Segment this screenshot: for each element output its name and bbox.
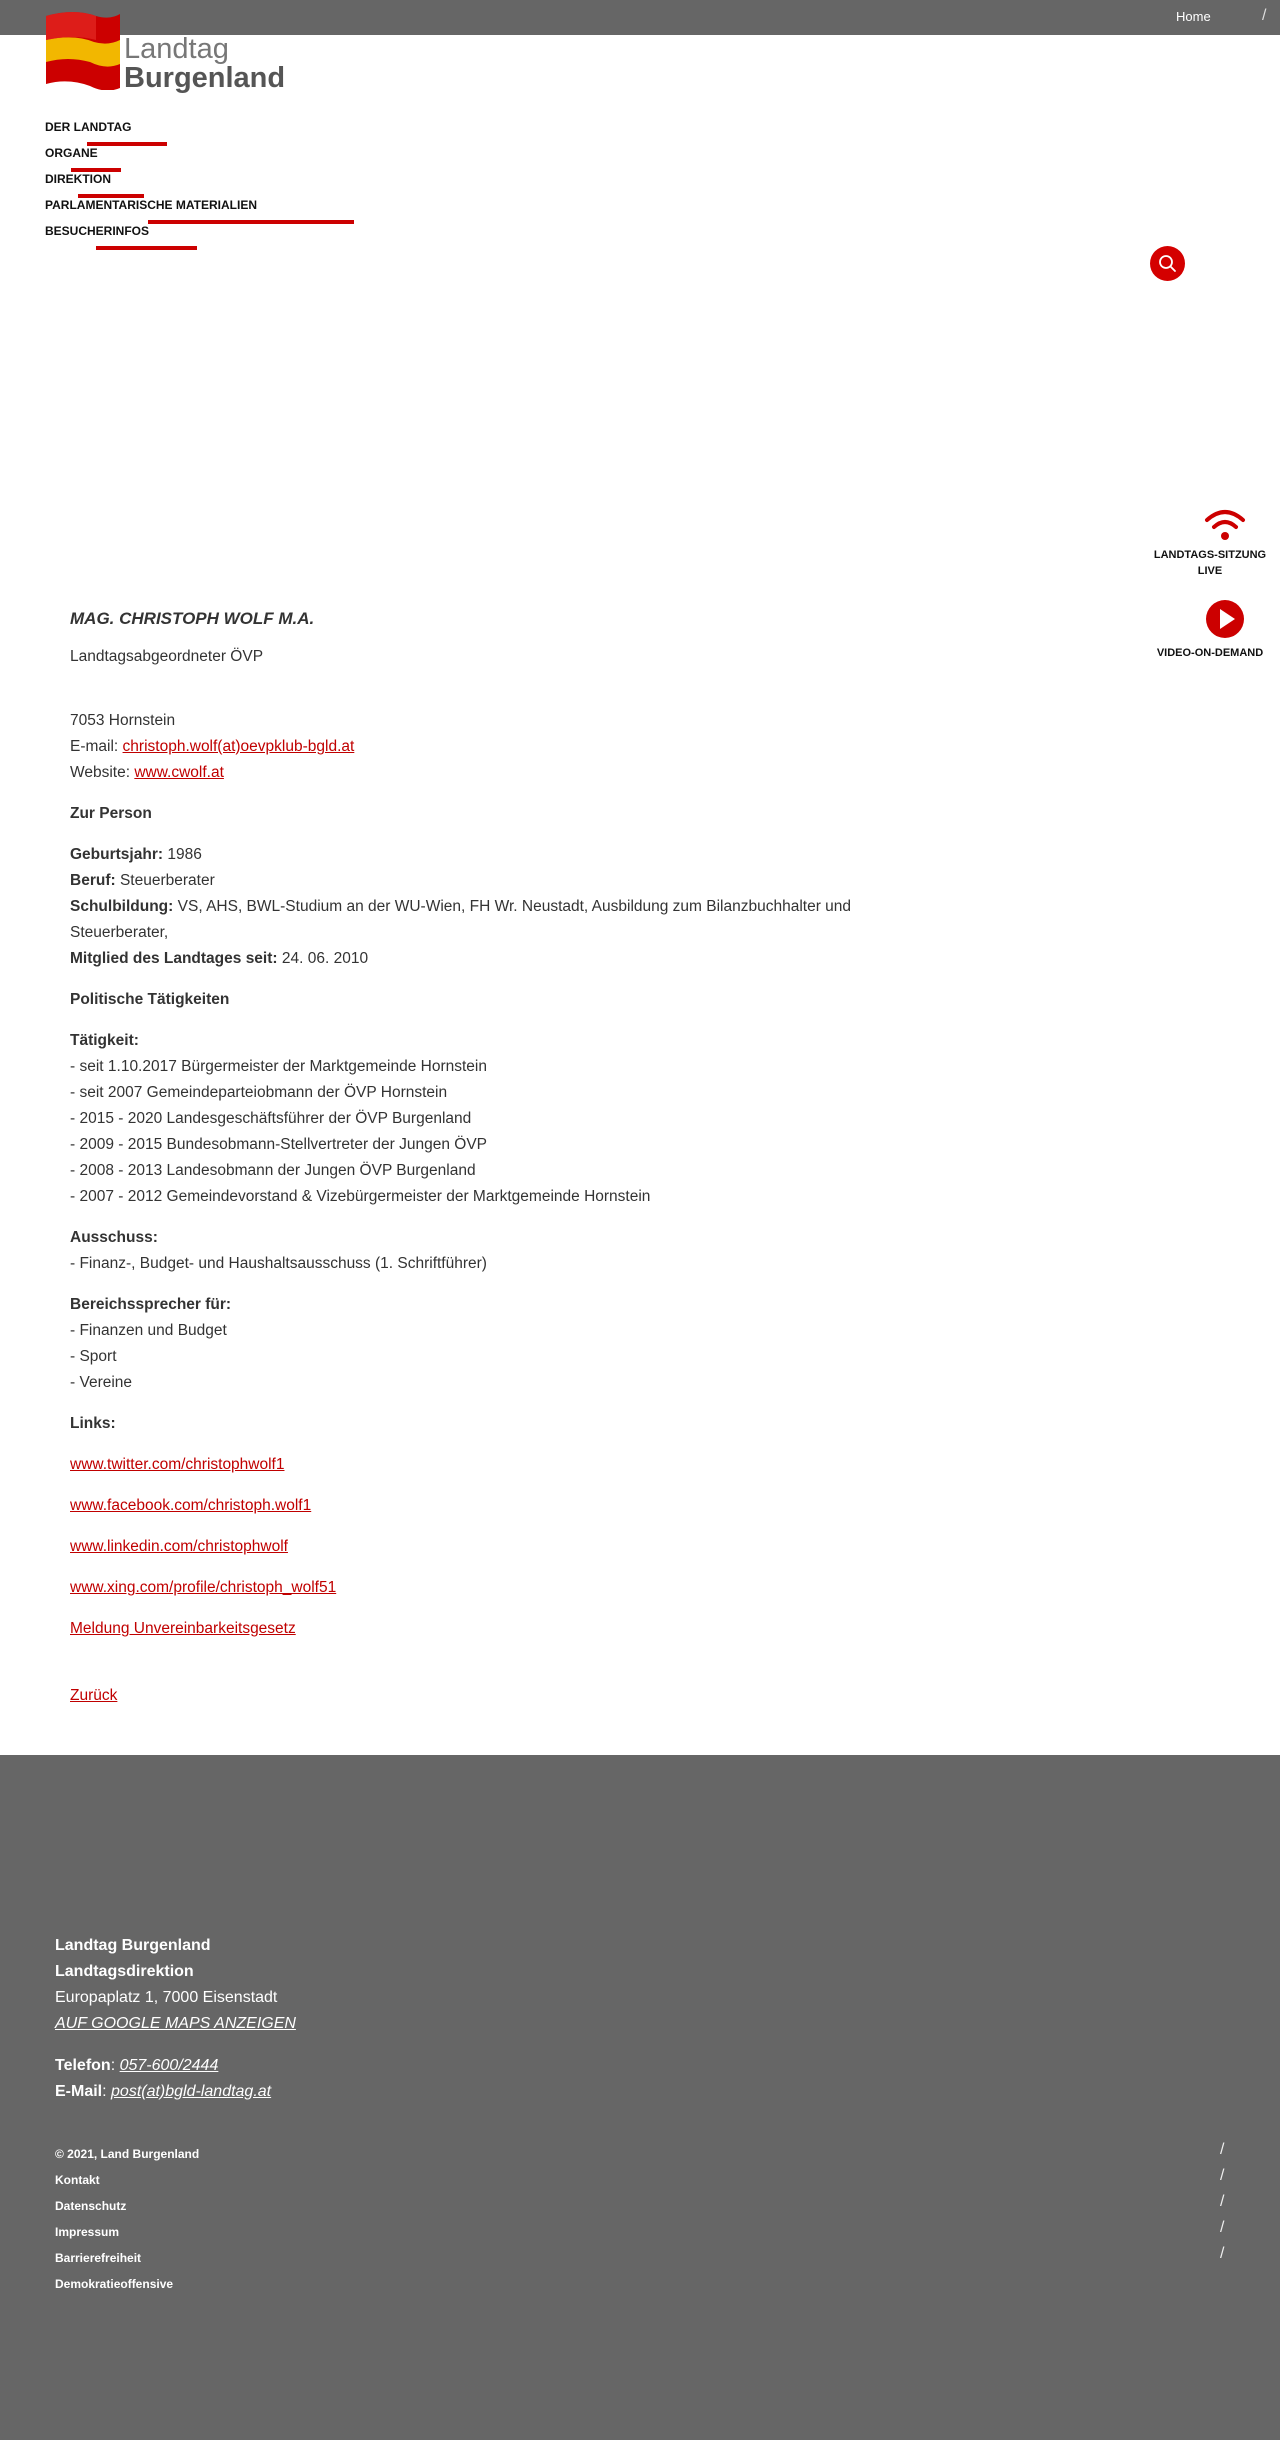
live-session-label: LANDTAGS-SITZUNG LIVE [1153,549,1267,577]
logo-text-landtag: Landtag [124,33,229,65]
logo-text-burgenland: Burgenland [124,62,286,94]
activity-item: - seit 2007 Gemeindeparteiobmann der ÖVP Hornstein [70,1084,448,1101]
unvereinbarkeit-link[interactable]: Meldung Unvereinbarkeitsgesetz [70,1620,296,1637]
phone-label: Telefon [55,2057,111,2074]
nav-direktion[interactable] [45,170,257,196]
bottom-strip [0,2440,1280,2460]
separator: / [1220,2167,1225,2184]
footer-phone [55,2053,296,2079]
colon: : [102,2083,112,2100]
footer-link-barrierefreiheit[interactable]: Barrierefreiheit [55,2251,142,2265]
nav-der-landtag[interactable] [45,118,257,144]
footer-org: Landtag Burgenland [55,1937,211,1954]
birth-line [70,842,870,868]
xing-link[interactable]: www.xing.com/profile/christoph_wolf51 [70,1579,337,1596]
spacer [55,2037,296,2053]
footer-street: Europaplatz 1, 7000 Eisenstadt [55,1989,278,2006]
footer-address [55,1933,296,2105]
email-link[interactable]: christoph.wolf(at)oevpklub-bgld.at [122,738,355,755]
footer-email [55,2079,296,2105]
spokesperson-label: Bereichssprecher für: [70,1296,232,1313]
links-label: Links: [70,1415,116,1432]
nav-besucherinfos[interactable] [45,222,257,248]
activity-item: - 2009 - 2015 Bundesobmann-Stellvertreter der Jungen ÖVP [70,1136,488,1153]
flag-logo-icon [44,10,122,90]
nav-label: PARLAMENTARISCHE MATERIALIEN [45,198,257,212]
search-icon [1150,246,1185,281]
activity-item: - 2015 - 2020 Landesgeschäftsführer der ÖVP Burgenland [70,1110,472,1127]
person-name: MAG. CHRISTOPH WOLF M.A. [70,609,315,628]
footer-legal [55,2141,199,2297]
committee-label: Ausschuss: [70,1229,158,1246]
copyright: © 2021, Land Burgenland [55,2147,200,2161]
school-line [70,894,870,946]
separator: / [1220,2193,1225,2210]
footer-link-kontakt[interactable]: Kontakt [55,2173,100,2187]
breadcrumb-separator: / [1262,7,1267,24]
activity-label: Tätigkeit: [70,1032,139,1049]
job-line [70,868,870,894]
email-label: E-mail: [70,738,123,755]
google-maps-link[interactable]: AUF GOOGLE MAPS ANZEIGEN [55,2015,296,2032]
school-value: VS, AHS, BWL-Studium an der WU-Wien, FH Wr. Neustadt, Ausbildung zum Bilanzbuchhalter und Steuerberater, [70,898,852,941]
nav-label: DER LANDTAG [45,120,132,134]
logo[interactable] [44,10,284,98]
footer-dept: Landtagsdirektion [55,1963,194,1980]
website-line [70,760,870,786]
nav-label: BESUCHERINFOS [45,224,150,238]
home-link[interactable]: Home [1176,9,1211,24]
activity-item: - 2008 - 2013 Landesobmann der Jungen ÖVP Burgenland [70,1162,476,1179]
phone-link[interactable]: 057-600/2444 [119,2057,219,2074]
section-politische-taetigkeiten: Politische Tätigkeiten [70,991,230,1008]
school-label: Schulbildung: [70,898,174,915]
nav-underline [96,246,197,250]
job-label: Beruf: [70,872,116,889]
facebook-link[interactable]: www.facebook.com/christoph.wolf1 [70,1497,312,1514]
main-nav [45,118,257,248]
activity-item: - 2007 - 2012 Gemeindevorstand & Vizebürgermeister der Marktgemeinde Hornstein [70,1188,651,1205]
footer-link-datenschutz[interactable]: Datenschutz [55,2199,127,2213]
colon: : [110,2057,120,2074]
spokesperson-item: - Finanzen und Budget [70,1322,227,1339]
section-zur-person: Zur Person [70,805,152,822]
birth-label: Geburtsjahr: [70,846,164,863]
twitter-link[interactable]: www.twitter.com/christophwolf1 [70,1456,285,1473]
website-link[interactable]: www.cwolf.at [134,764,224,781]
footer-link-impressum[interactable]: Impressum [55,2225,120,2239]
nav-label: DIREKTION [45,172,111,186]
nav-label: ORGANE [45,146,98,160]
member-line [70,946,870,972]
linkedin-link[interactable]: www.linkedin.com/christophwolf [70,1538,288,1555]
separator: / [1220,2219,1225,2236]
website-label: Website: [70,764,135,781]
activity-item: - seit 1.10.2017 Bürgermeister der Marktgemeinde Hornstein [70,1058,487,1075]
committee-item: - Finanz-, Budget- und Haushaltsausschuss (1. Schriftführer) [70,1255,487,1272]
birth-value: 1986 [167,846,202,863]
footer [0,1755,1280,2440]
person-detail [70,606,870,1709]
separator: / [1220,2141,1225,2158]
member-value: 24. 06. 2010 [281,950,369,967]
spokesperson-item: - Vereine [70,1374,133,1391]
play-icon [1204,598,1246,640]
nav-parlamentarische-materialien[interactable] [45,196,257,222]
live-session-link[interactable] [1153,508,1280,579]
member-label: Mitglied des Landtages seit: [70,950,278,967]
spokesperson-item: - Sport [70,1348,117,1365]
spacer [70,1657,870,1683]
video-on-demand-label: VIDEO-ON-DEMAND [1156,647,1264,659]
footer-link-demokratieoffensive[interactable]: Demokratieoffensive [55,2277,174,2291]
spacer [70,670,870,708]
job-value: Steuerberater [119,872,215,889]
person-role: Landtagsabgeordneter ÖVP [70,648,264,665]
person-city: 7053 Hornstein [70,712,176,729]
footer-email-link[interactable]: post(at)bgld-landtag.at [111,2083,272,2100]
back-link[interactable]: Zurück [70,1687,118,1704]
nav-organe[interactable] [45,144,257,170]
email-line [70,734,870,760]
email-label: E-Mail [55,2083,103,2100]
search-button[interactable] [1150,246,1185,281]
separator: / [1220,2245,1225,2262]
video-on-demand-link[interactable] [1156,598,1280,661]
footer-separators [1220,2137,1224,2267]
wifi-icon [1203,508,1247,542]
